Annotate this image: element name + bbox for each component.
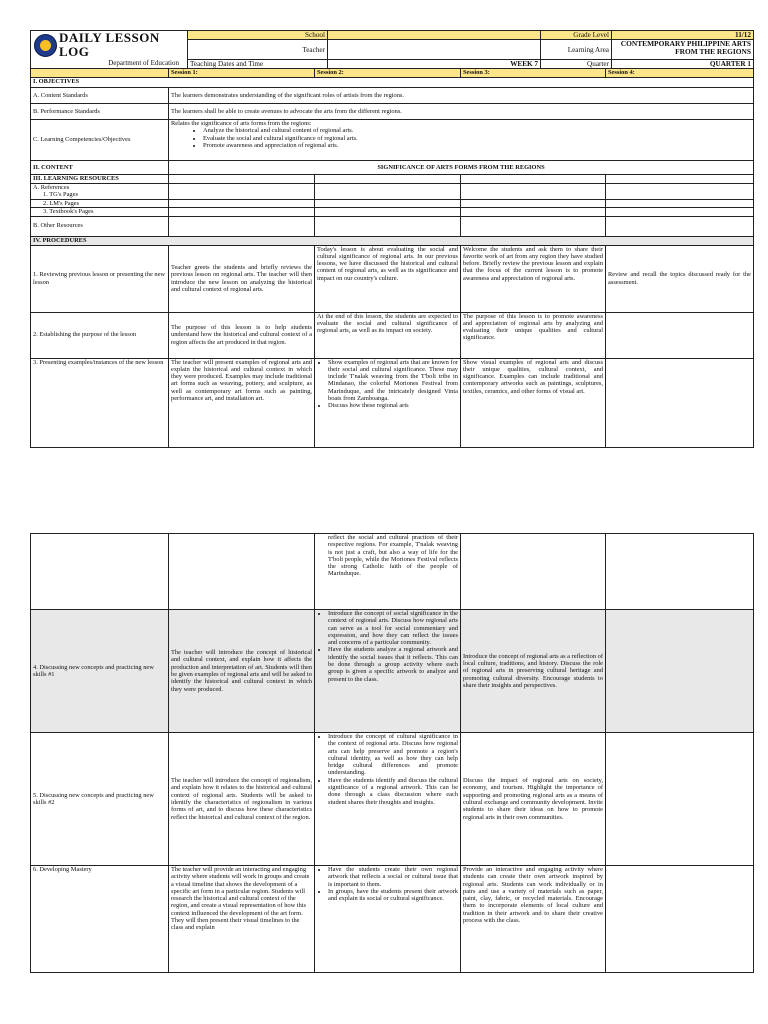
references-cell <box>461 184 606 200</box>
teacher-value <box>328 40 541 60</box>
learning-area-value: CONTEMPORARY PHILIPPINE ARTS FROM THE REGIONS <box>612 40 754 60</box>
references-cell <box>606 184 754 200</box>
lm-pages-cell <box>461 200 606 208</box>
quarter-label: Quarter <box>541 60 612 69</box>
lesson-body-table-2 <box>30 533 754 973</box>
procedure-1-session-2: Today's lesson is about evaluating the social and cultural significance of regional arts. In our previous lessons, we have discussed the historical and cultural content of regional arts, as well as its significance and impact on our country's culture. <box>315 245 461 312</box>
competency-item: • Evaluate the social and cultural significance of regional arts. <box>203 135 751 142</box>
content-heading: II. CONTENT <box>31 161 169 175</box>
procedure-2-session-3: The purpose of this lesson is to promote awareness and appreciation of regional arts by analyzing and evaluating their unique qualities and cultural significance. <box>461 312 606 358</box>
procedure-3-session-1: The teacher will present examples of regional arts and explain the historical and cultural context in which they were produced. Examples may include traditional art forms such as weaving, pottery, and sculpture, as well as contemporary art forms such as painting, performance art, and installation art. <box>169 358 315 447</box>
procedure-1-label: 1. Reviewing previous lesson or presenting the new lesson <box>31 245 169 312</box>
references-label <box>31 184 169 200</box>
competencies-list <box>171 127 751 149</box>
week-value: WEEK 7 <box>328 60 541 69</box>
department-name: Department of Education <box>108 59 179 67</box>
references-cell <box>315 184 461 200</box>
textbook-pages-label: 3. Textbook's Pages <box>31 208 169 216</box>
procedure-1-session-4: Review and recall the topics discussed ready for the assessment. <box>606 245 754 312</box>
procedure-6-bullet: • In groups, have the students present their artwork and explain its social or cultural significance. <box>328 888 458 903</box>
procedure-3-cont-session-4 <box>606 534 754 610</box>
resources-heading: III. LEARNING RESOURCES <box>31 175 169 184</box>
procedure-3-label: 3. Presenting examples/instances of the new lesson <box>31 358 169 447</box>
procedure-5-bullet: • Have the students identify and discuss the cultural significance of a regional artwork. This can be done through a class discussion where each student shares their thoughts and insights. <box>328 777 458 806</box>
competency-item: • Promote awareness and appreciation of regional arts. <box>203 142 751 149</box>
performance-standards-label: B. Performance Standards <box>31 104 169 120</box>
teacher-label: Teacher <box>188 40 328 60</box>
resources-cell <box>461 175 606 184</box>
quarter-value: QUARTER 1 <box>612 60 754 69</box>
procedure-4-session-3: Introduce the concept of regional arts as a reflection of local culture, traditions, and history. Discuss the role of regional arts in preserving cultural heritage and promoting cultural diversity. Encourage students to share their insights and perspectives. <box>461 610 606 733</box>
other-resources-cell <box>461 216 606 236</box>
lesson-log-page-2 <box>30 533 753 973</box>
procedure-3-session-3: Show visual examples of regional arts and discuss their unique qualities, cultural context, and significance. Examples can include traditional and contemporary artworks such as paintings, sculptures, textiles, ceramics, and other forms of visual art. <box>461 358 606 447</box>
procedure-5-session-2 <box>315 733 461 866</box>
performance-standards-text: The learners shall be able to create avenues to advocate the arts from the different regions. <box>169 104 754 120</box>
title-cell <box>31 31 188 69</box>
school-label: School <box>188 31 328 40</box>
references-cell <box>169 184 315 200</box>
textbook-pages-cell <box>169 208 315 216</box>
dates-label: Teaching Dates and Time <box>188 60 328 69</box>
other-resources-label: B. Other Resources <box>31 216 169 236</box>
grade-label: Grade Level <box>541 31 612 40</box>
competencies-label: C. Learning Competencies/Objectives <box>31 120 169 161</box>
session-header-blank <box>31 69 169 78</box>
resources-cell <box>169 175 315 184</box>
procedure-3-cont-label <box>31 534 169 610</box>
session-2-header: Session 2: <box>315 69 461 78</box>
lm-pages-cell <box>606 200 754 208</box>
procedure-3-bullet: • Show examples of regional arts that are known for their social and cultural significance. These may include T'nalak weaving from the T'boli tribe in Mindanao, the colorful Moriones Festival from Marinduque, and the intricately designed Vinta boats from Zamboanga. <box>328 359 458 403</box>
content-value: SIGNIFICANCE OF ARTS FORMS FROM THE REGIONS <box>169 161 754 175</box>
textbook-pages-cell <box>461 208 606 216</box>
procedure-6-session-4 <box>606 866 754 973</box>
procedures-heading: IV. PROCEDURES <box>31 236 754 245</box>
procedure-2-label: 2. Establishing the purpose of the lesson <box>31 312 169 358</box>
procedure-2-session-4 <box>606 312 754 358</box>
procedure-4-bullet: • Introduce the concept of social significance in the context of regional arts. Discuss how regional arts can serve as a tool for social commentary and expression, and how they can reflect the issues and concerns of a particular community. <box>328 610 458 646</box>
session-4-header: Session 4: <box>606 69 754 78</box>
procedure-2-session-1: The purpose of this lesson is to help students understand how the historical and cultural context of a region affects the art produced in that region. <box>169 312 315 358</box>
resources-cell <box>606 175 754 184</box>
competency-item: • Analyze the historical and cultural content of regional arts. <box>203 127 751 134</box>
school-value <box>328 31 541 40</box>
competencies-cell <box>169 120 754 161</box>
resources-cell <box>315 175 461 184</box>
procedure-6-session-1: The teacher will provide an interacting and engaging activity where students will work in groups and create a visual timeline that shows the development of a specific art form in a particular region. Students will research the historical and cultural context of the region, and create a visual representation of how this context influenced the development of the art form. They will then present their visual timelines to the class and explain <box>169 866 315 973</box>
header-table <box>30 30 754 69</box>
lesson-log-page-1 <box>30 30 753 448</box>
grade-value: 11/12 <box>612 31 754 40</box>
references-a-label: A. References <box>33 184 70 191</box>
procedure-4-session-4 <box>606 610 754 733</box>
textbook-pages-cell <box>315 208 461 216</box>
lm-pages-cell <box>169 200 315 208</box>
procedure-3-cont-session-3 <box>461 534 606 610</box>
learning-area-label: Learning Area <box>541 40 612 60</box>
content-standards-label: A. Content Standards <box>31 88 169 104</box>
procedure-5-session-1: The teacher will introduce the concept of regionalism, and explain how it relates to the historical and cultural context of regional arts. Students will be asked to identify the characteristics of regionalism in various forms of art, and to discuss how these characteristics reflect the historical and cultural context of the region. <box>169 733 315 866</box>
procedure-3-cont-session-2: reflect the social and cultural practices of their respective regions. For example, T'nalak weaving is not just a craft, but also a way of life for the T'boli people, while the Moriones Festival reflects the strong Catholic faith of the people of Marinduque. <box>315 534 461 610</box>
lesson-body-table-1 <box>30 68 754 448</box>
objectives-heading: I. OBJECTIVES <box>31 78 754 88</box>
procedure-4-session-2 <box>315 610 461 733</box>
procedure-3-session-2-list <box>317 359 458 410</box>
session-1-header: Session 1: <box>169 69 315 78</box>
procedure-6-session-3: Provide an interactive and engaging activity where students can create their own artwork inspired by regional arts. Students can work individually or in pairs and use a variety of materials such as paper, paint, clay, fabric, or recycled materials. Encourage them to incorporate elements of local culture and tradition in their artwork and to share their creative process with the class. <box>461 866 606 973</box>
tg-pages-label: 1. TG's Pages <box>43 191 78 199</box>
procedure-2-session-2: At the end of this lesson, the students are expected to evaluate the social and cultural significance of regional arts, as well as its impact on society. <box>315 312 461 358</box>
procedure-5-session-2-list <box>317 733 458 806</box>
lm-pages-cell <box>315 200 461 208</box>
other-resources-cell <box>315 216 461 236</box>
procedure-6-session-2 <box>315 866 461 973</box>
procedure-3-bullet: • Discuss how these regional arts <box>328 402 458 409</box>
procedure-1-session-3: Welcome the students and ask them to share their favorite work of art from any region they have studied before. Briefly review the previous lesson and explain that the focus of the current lesson is to promote awareness and appreciation of regional arts. <box>461 245 606 312</box>
form-title: DAILY LESSON LOG <box>59 30 160 59</box>
procedure-3-session-4 <box>606 358 754 447</box>
procedure-5-session-4 <box>606 733 754 866</box>
procedure-4-session-2-list <box>317 610 458 683</box>
competencies-intro: Relates the significance of arts forms from the regions: <box>171 120 312 127</box>
content-standards-text: The learners demonstrates understanding of the significant roles of artists from the regions. <box>169 88 754 104</box>
procedure-5-bullet: • Introduce the concept of cultural significance in the context of regional arts. Discuss how regional arts can help preserve and promote a region's cultural identity, as well as how they can help bridge cultural differences and promote understanding. <box>328 733 458 777</box>
procedure-6-label: 6. Developing Mastery <box>31 866 169 973</box>
procedure-5-session-3: Discuss the impact of regional arts on society, economy, and tourism. Highlight the importance of supporting and promoting regional arts as a means of cultural exchange and community development. Invite students to share their ideas on how to promote regional arts in their own communities. <box>461 733 606 866</box>
procedure-6-session-2-list <box>317 866 458 902</box>
textbook-pages-cell <box>606 208 754 216</box>
procedure-3-cont-session-1 <box>169 534 315 610</box>
procedure-1-session-1: Teacher greets the students and briefly reviews the previous lesson on regional arts. The teacher will then introduce the new lesson on analyzing the historical and cultural context of regional arts. <box>169 245 315 312</box>
procedure-3-session-2 <box>315 358 461 447</box>
procedure-6-bullet: • Have the students create their own regional artwork that reflects a social or cultural issue that is important to them. <box>328 866 458 888</box>
procedure-4-label: 4. Discussing new concepts and practicing new skills #1 <box>31 610 169 733</box>
procedure-5-label: 5. Discussing new concepts and practicing new skills #2 <box>31 733 169 866</box>
lm-pages-label: 2. LM's Pages <box>31 200 169 208</box>
procedure-4-bullet: • Have the students analyze a regional artwork and identify the social issues that it reflects. This can be done through a group activity where each group is given a specific artwork to analyze and present to the class. <box>328 646 458 682</box>
other-resources-cell <box>169 216 315 236</box>
procedure-4-session-1: The teacher will introduce the concept of historical and cultural context, and explain how it affects the production and interpretation of art. Students will then be given examples of regional arts and will be asked to identify the historical and cultural context in which they were produced. <box>169 610 315 733</box>
deped-seal-icon <box>34 34 57 57</box>
other-resources-cell <box>606 216 754 236</box>
session-3-header: Session 3: <box>461 69 606 78</box>
